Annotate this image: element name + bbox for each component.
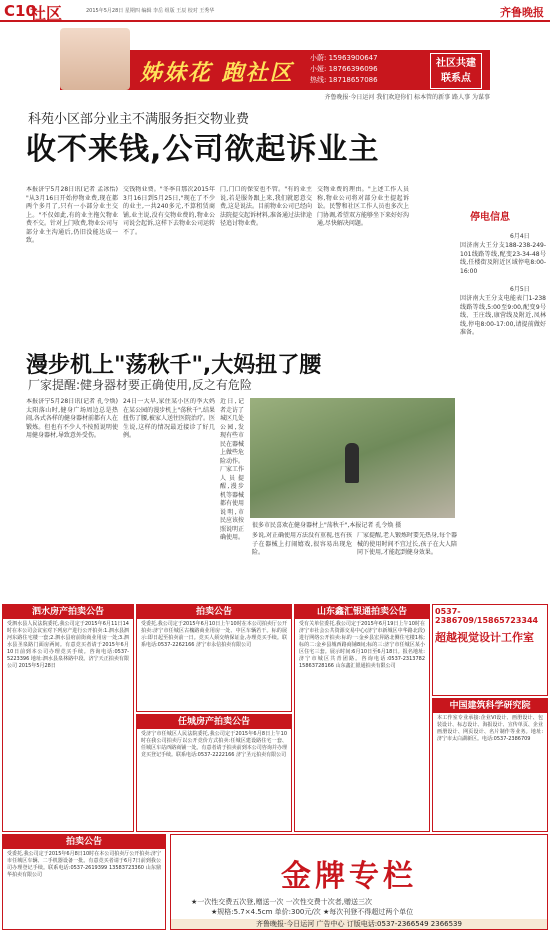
ad-title: 山东鑫汇银通拍卖公告 <box>295 605 429 619</box>
ad-body: 受泗水县人民法院委托,我公司定于2015年6月11日14时在本公司会议室对下列房产进行公开拍卖:1.泗水县泗河东路住宅楼一套;2.泗水县府前街商业用房一处;3.泗水县圣泉路门面房两间。有意竞买者请于2015年6月10日前到本公司办理竞买手续。咨询电话:0537-5223396 地址:泗水县泉林路中段。济宁天正拍卖有限公司 2015年5月28日 <box>7 621 129 669</box>
notice-title: 停电信息 <box>470 212 510 223</box>
notice-body: 因济南大王分支电能表门1-238线路等线,5:00至9:00,配变9号线、王庄线,康营线及附近,凤林线,停电8:00-17:00,请提前做好准备。 <box>460 295 546 336</box>
ad-phone: 0537-2386709/15865723344 <box>435 607 539 625</box>
article2-column: 近日,记者走访了城区几处公园,发现有些市民在器械上做些危险动作。厂家工作人员提醒,漫步机等器械都有使用说明,市民应该按照说明正确使用。 <box>220 398 244 541</box>
article2-column: 本报济宁5月28日讯(记者 孔令焕) 太阳落山时,健身广场周边总是热闹,各式各样的健身器材前都有人在锻炼。但也有不少人不按照说明使用健身器材,导致意外受伤。 <box>26 398 118 439</box>
banner-tagline: 齐鲁晚报·今日运河 我们欢迎你们 标本管的新事 路人事 为谋事 <box>324 94 490 101</box>
photo-caption: 很多市民喜欢在健身器材上"荡秋千",本报记者 孔令焕 摄 <box>252 522 402 529</box>
power-outage-notice <box>460 186 546 576</box>
ad-body: 本工作室专业承接:企业VI设计、画册设计、包装设计、标志设计、海报设计、宣传单页、企业画册设计、网页设计、名片制作等业务。地址:济宁市太白湖新区。电话:0537-2386709 <box>437 715 543 742</box>
page-header <box>0 0 550 22</box>
article2-column: 厂家提醒,老人锻炼时要先热身,每个器械的使用时间不宜过长,孩子在大人陪同下使用,才能起到健身效果。 <box>357 532 457 556</box>
contact-line: 小娅: 18766396096 <box>310 65 378 73</box>
ad-design-studio <box>432 604 548 696</box>
fitness-equipment-photo <box>250 398 455 518</box>
gold-line: ★一次性交费五次登,赠送一次 一次性交费十次者,赠送三次 <box>191 898 372 906</box>
article1-column: 交物业费的理由。"上述工作人员称,物业公司将对部分业主提起诉讼。民警和社区工作人员也多次上门协调,希望双方能够坐下来好好沟通,尽快解决问题。 <box>317 186 409 227</box>
edition-meta: 2015年5月28日 星期四 编辑 李岳 组版 王辰 校对 王秀华 <box>86 8 215 14</box>
ad-rencheng-auction <box>136 714 292 832</box>
article1-kicker: 科苑小区部分业主不满服务拒交物业费 <box>28 112 250 127</box>
ad-auction-notice <box>136 604 292 712</box>
masthead-brand: 齐鲁晚报 <box>500 6 544 19</box>
gold-title: 金牌专栏 <box>281 859 417 894</box>
article2-headline: 漫步机上"荡秋千",大妈扭了腰 <box>26 353 322 378</box>
ad-title: 泗水房产拍卖公告 <box>3 605 133 619</box>
contact-line: 小蔚: 15963900647 <box>310 54 378 62</box>
ad-center-footer: 齐鲁晚报·今日运河 广告中心 订版电话:0537-2366549 2366539 <box>171 919 547 929</box>
person-figure <box>345 443 359 483</box>
ad-sishui-auction <box>2 604 134 832</box>
ad-title: 中国建筑科学研究院 <box>433 699 547 713</box>
article2-column: 24日一大早,家住某小区的李大妈在某公园的漫步机上"荡秋千",结果扭伤了腰,被家人送往医院治疗。医生说,这样的情况最近接诊了好几例。 <box>123 398 215 439</box>
article1-headline: 收不来钱,公司欲起诉业主 <box>26 132 380 167</box>
article2-column: 多说,对正确使用方法没有重视,也有孩子在器械上打闹嬉戏,很容易出现危险。 <box>252 532 352 556</box>
ad-body: 受委托,我公司定于2015年6月10日上午10时在本公司拍卖厅公开拍卖:济宁市任城区古槐路商业用房一处、中区车辆若干。标的展示:即日起至拍卖前一日。竞买人须交纳保证金,办理竞买手续。联系电话:0537-2262166 济宁市永信拍卖有限公司 <box>141 621 287 648</box>
ad-title: 拍卖公告 <box>137 605 291 619</box>
banner-contacts <box>310 53 378 86</box>
article2-subheadline: 厂家提醒:健身器材要正确使用,反之有危险 <box>28 378 252 392</box>
article1-column: 交钱物业费。"冬季自那次2015年3月16日到5月25日,"现在了不少的业主,一共240多元,不算租赁商铺,业主说,没有交物业费的,物业公司说会起诉,这样下去物业公司运转不了。 <box>123 186 215 236</box>
article1-column: 门,门口的保安也不管。"有的业主说,若是服务跟上来,我们就愿意交费,这是说法。目前物业公司已经向法院提交起诉材料,准备通过法律途径追讨物业费。 <box>220 186 312 227</box>
ad-title: 拍卖公告 <box>3 835 165 849</box>
reporter-photo <box>60 28 130 90</box>
ad-body: 受委托,我公司定于2015年6月8日10时在本公司拍卖厅公开拍卖:济宁市任城区车辆、二手机器设备一批。有意竞买者请于6月7日前到我公司办理登记手续。联系电话:0537-2619399 13583723360 山东鼎华拍卖有限公司 <box>7 851 161 878</box>
gold-column-ad <box>170 834 548 930</box>
ad-studio-name: 超越视觉设计工作室 <box>435 631 534 644</box>
ad-xinhui-auction <box>294 604 430 832</box>
coop-badge: 社区共建联系点 <box>430 53 482 89</box>
ad-body: 受济宁市任城区人民法院委托,我公司定于2015年6月8日上午10时在我公司拍卖厅以公开竞价方式拍卖:任城区建设路住宅一套、任城区车站西路商铺一处。有意者请于拍卖前到本公司咨询并办理竞买登记手续。联系电话:0537-2222166 济宁圣元拍卖有限公司 <box>141 731 287 758</box>
notice-body: 因济南大王分支188-238-249-101线路等线,配变23-34-48号线,任楼街及附近区域停电8:00-16:00 <box>460 242 546 275</box>
ad-auction-notice-2 <box>2 834 166 930</box>
banner-slogan: 姊妹花 跑社区 <box>140 61 294 86</box>
gold-line: ★规格:5.7×4.5cm 单价:300元/次 ★每次刊登不得超过两个单位 <box>211 908 414 916</box>
notice-date: 6月5日 <box>510 286 530 293</box>
section-title: 社区 <box>30 4 63 23</box>
community-banner <box>60 50 490 90</box>
contact-line: 热线: 18718657086 <box>310 76 378 84</box>
ad-body: 受有关单位委托,我公司定于2015年6月19日上午10时在济宁市社会公共资源交易中心(济宁市新城区中华路北段)进行网络公开拍卖:标的一:金乡县宏昇路北侧住宅楼1栋;标的二:金乡县城西路商铺8间;标的三:济宁市任城区某小区住宅三套。展示时间:6月10日至6月18日。报名地址:济宁市城区共青团路。咨询电话:0537-2313782 15863728166 山东鑫汇银通拍卖有限公司 <box>299 621 425 669</box>
ad-title: 任城房产拍卖公告 <box>137 715 291 729</box>
page-number: C10 <box>4 2 36 20</box>
notice-date: 6月4日 <box>510 233 530 240</box>
ad-research-institute <box>432 698 548 832</box>
article1-column: 本报济宁5月28日讯(记者 孟冰怡) "从3月16日开始停物业费,现在都两个多月了,只有一小部分业主交上。"不仅如此,有的业主拖欠物业费不交。针对上门收费,物业公司与部分业主沟通后,仍旧没能达成一致。 <box>26 186 118 244</box>
